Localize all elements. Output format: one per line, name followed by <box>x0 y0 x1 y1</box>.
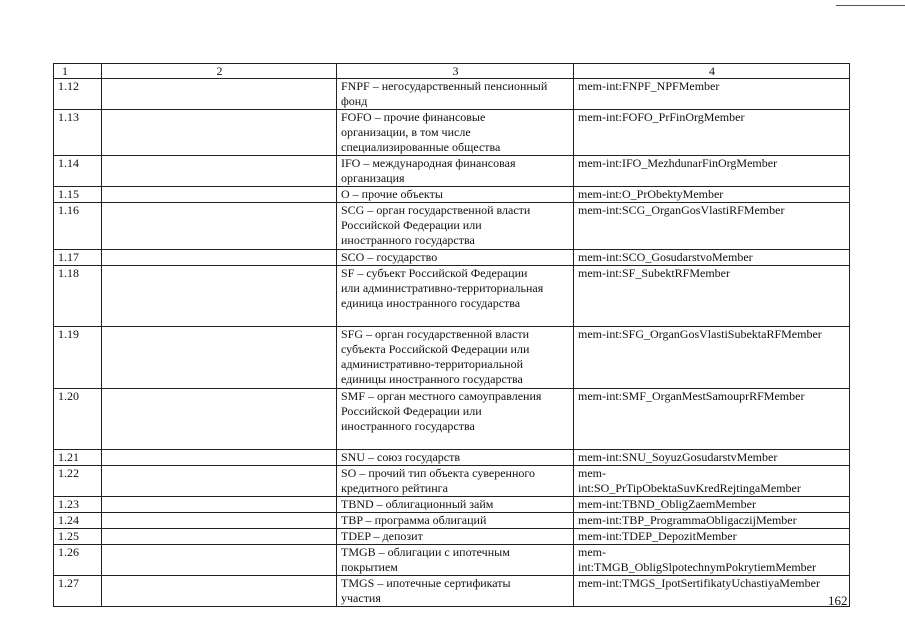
row-description: SFG – орган государственной власти субъекта Российской Федерации или административно-территориальной единицы иностранного государства <box>337 327 574 389</box>
row-description: SCO – государство <box>337 250 574 266</box>
row-member-code: mem-int:TBP_ProgrammaObligaczijMember <box>574 513 850 529</box>
table-row <box>54 79 850 110</box>
row-column-2 <box>102 497 337 513</box>
row-description: TMGB – облигации с ипотечным покрытием <box>337 545 574 576</box>
row-number: 1.22 <box>54 466 102 497</box>
row-description: SCG – орган государственной власти Российской Федерации или иностранного государства <box>337 203 574 250</box>
table-row <box>54 389 850 450</box>
row-number: 1.27 <box>54 576 102 607</box>
row-description: SF – субъект Российской Федерации или административно-территориальная единица иностранного государства <box>337 266 574 327</box>
row-description: SMF – орган местного самоуправления Российской Федерации или иностранного государства <box>337 389 574 450</box>
row-description: TMGS – ипотечные сертификаты участия <box>337 576 574 607</box>
row-member-code: mem-int:SCG_OrganGosVlastiRFMember <box>574 203 850 250</box>
row-member-code: mem-int:SMF_OrganMestSamouprRFMember <box>574 389 850 450</box>
table-row <box>54 327 850 389</box>
row-column-2 <box>102 466 337 497</box>
row-number: 1.14 <box>54 156 102 187</box>
row-column-2 <box>102 545 337 576</box>
column-header-3: 3 <box>337 64 574 79</box>
table-row <box>54 545 850 576</box>
row-description: FOFO – прочие финансовые организации, в том числе специализированные общества <box>337 110 574 156</box>
table-header-row <box>54 64 850 79</box>
header-rule <box>836 5 905 6</box>
row-column-2 <box>102 529 337 545</box>
row-description: IFO – международная финансовая организация <box>337 156 574 187</box>
row-member-code: mem-int:SCO_GosudarstvoMember <box>574 250 850 266</box>
row-member-code: mem-int:SFG_OrganGosVlastiSubektaRFMember <box>574 327 850 389</box>
row-description: TDEP – депозит <box>337 529 574 545</box>
page-number: 162 <box>828 593 848 608</box>
row-number: 1.17 <box>54 250 102 266</box>
row-column-2 <box>102 327 337 389</box>
row-number: 1.15 <box>54 187 102 203</box>
row-description: O – прочие объекты <box>337 187 574 203</box>
table-row <box>54 110 850 156</box>
codes-table <box>53 63 850 607</box>
table-row <box>54 450 850 466</box>
row-member-code: mem-int:FNPF_NPFMember <box>574 79 850 110</box>
row-column-2 <box>102 79 337 110</box>
row-description: TBP – программа облигаций <box>337 513 574 529</box>
row-description: SNU – союз государств <box>337 450 574 466</box>
column-header-2: 2 <box>102 64 337 79</box>
table-row <box>54 156 850 187</box>
row-number: 1.12 <box>54 79 102 110</box>
row-number: 1.21 <box>54 450 102 466</box>
table-row <box>54 529 850 545</box>
table-row <box>54 466 850 497</box>
row-member-code: mem-int:SNU_SoyuzGosudarstvMember <box>574 450 850 466</box>
row-description: TBND – облигационный займ <box>337 497 574 513</box>
column-header-4: 4 <box>574 64 850 79</box>
row-number: 1.13 <box>54 110 102 156</box>
row-member-code: mem- int:SO_PrTipObektaSuvKredRejtingaMember <box>574 466 850 497</box>
row-column-2 <box>102 389 337 450</box>
row-member-code: mem-int:SF_SubektRFMember <box>574 266 850 327</box>
row-column-2 <box>102 203 337 250</box>
row-member-code: mem-int:TMGS_IpotSertifikatyUchastiyaMember <box>574 576 850 607</box>
row-description: FNPF – негосударственный пенсионный фонд <box>337 79 574 110</box>
row-number: 1.19 <box>54 327 102 389</box>
table-row <box>54 513 850 529</box>
row-member-code: mem-int:FOFO_PrFinOrgMember <box>574 110 850 156</box>
row-column-2 <box>102 266 337 327</box>
row-column-2 <box>102 156 337 187</box>
row-number: 1.16 <box>54 203 102 250</box>
row-number: 1.18 <box>54 266 102 327</box>
row-member-code: mem-int:TBND_ObligZaemMember <box>574 497 850 513</box>
row-column-2 <box>102 576 337 607</box>
row-member-code: mem- int:TMGB_ObligSlpotechnymPokrytiemMember <box>574 545 850 576</box>
row-member-code: mem-int:O_PrObektyMember <box>574 187 850 203</box>
table-row <box>54 576 850 607</box>
table-row <box>54 250 850 266</box>
row-description: SO – прочий тип объекта суверенного кредитного рейтинга <box>337 466 574 497</box>
row-number: 1.23 <box>54 497 102 513</box>
row-number: 1.26 <box>54 545 102 576</box>
column-header-1: 1 <box>54 64 102 79</box>
row-column-2 <box>102 250 337 266</box>
row-column-2 <box>102 110 337 156</box>
row-column-2 <box>102 450 337 466</box>
row-number: 1.20 <box>54 389 102 450</box>
row-member-code: mem-int:IFO_MezhdunarFinOrgMember <box>574 156 850 187</box>
row-column-2 <box>102 187 337 203</box>
row-number: 1.24 <box>54 513 102 529</box>
table-row <box>54 187 850 203</box>
row-column-2 <box>102 513 337 529</box>
row-member-code: mem-int:TDEP_DepozitMember <box>574 529 850 545</box>
table-row <box>54 497 850 513</box>
table-row <box>54 266 850 327</box>
table-row <box>54 203 850 250</box>
row-number: 1.25 <box>54 529 102 545</box>
